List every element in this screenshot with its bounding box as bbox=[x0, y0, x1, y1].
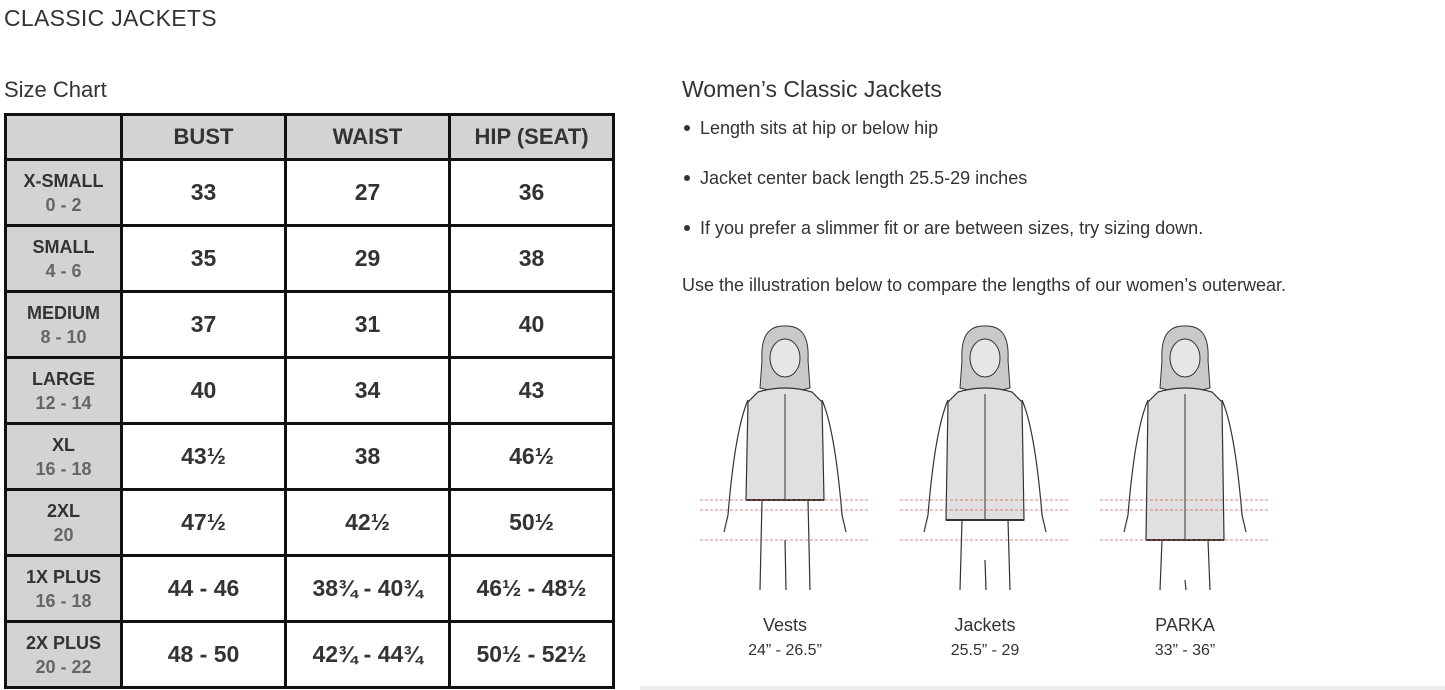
compare-text: Use the illustration below to compare the lengths of our women’s outerwear. bbox=[682, 275, 1286, 295]
figure-label: PARKA bbox=[1155, 615, 1215, 635]
hip-value: 38 bbox=[450, 226, 614, 292]
table-row bbox=[6, 292, 614, 358]
bust-value: 35 bbox=[122, 226, 286, 292]
waist-value: 27 bbox=[286, 160, 450, 226]
hip-value: 43 bbox=[450, 358, 614, 424]
size-range: 8 - 10 bbox=[40, 326, 87, 347]
waist-value: 38 bbox=[286, 424, 450, 490]
size-name: XL bbox=[51, 434, 75, 455]
size-name: MEDIUM bbox=[27, 302, 100, 323]
table-row bbox=[6, 556, 614, 622]
table-row bbox=[6, 226, 614, 292]
hip-value: 36 bbox=[450, 160, 614, 226]
waist-value: 34 bbox=[286, 358, 450, 424]
outerwear-illustrations bbox=[700, 320, 1280, 665]
size-chart-title: Size Chart bbox=[4, 77, 107, 102]
bust-value: 47½ bbox=[122, 490, 286, 556]
hip-value: 50½ bbox=[450, 490, 614, 556]
figure-vests bbox=[700, 320, 870, 665]
header-waist: WAIST bbox=[286, 115, 450, 160]
hip-value: 46½ bbox=[450, 424, 614, 490]
waist-value: 42¾ - 44¾ bbox=[286, 622, 450, 688]
bust-value: 33 bbox=[122, 160, 286, 226]
size-cell bbox=[6, 226, 122, 292]
size-name: 2XL bbox=[46, 500, 80, 521]
size-name: X-SMALL bbox=[23, 170, 104, 191]
size-name: SMALL bbox=[32, 236, 95, 257]
info-bullet: If you prefer a slimmer fit or are between sizes, try sizing down. bbox=[682, 216, 1203, 266]
face-shape bbox=[1170, 339, 1200, 377]
size-range: 16 - 18 bbox=[35, 590, 92, 611]
size-range: 16 - 18 bbox=[35, 458, 92, 479]
hip-value: 46½ - 48½ bbox=[450, 556, 614, 622]
header-empty bbox=[6, 115, 122, 160]
size-cell bbox=[6, 622, 122, 688]
figure-label: Vests bbox=[762, 615, 808, 635]
figure-range: 25.5” - 29 bbox=[950, 642, 1020, 659]
waist-value: 31 bbox=[286, 292, 450, 358]
bust-value: 43½ bbox=[122, 424, 286, 490]
size-cell bbox=[6, 424, 122, 490]
size-cell bbox=[6, 556, 122, 622]
size-range: 12 - 14 bbox=[35, 392, 92, 413]
face-shape bbox=[970, 339, 1000, 377]
table-row bbox=[6, 622, 614, 688]
size-range: 20 bbox=[53, 524, 74, 545]
info-bullet: Jacket center back length 25.5-29 inches bbox=[682, 166, 1203, 216]
bust-value: 37 bbox=[122, 292, 286, 358]
size-cell bbox=[6, 358, 122, 424]
waist-value: 29 bbox=[286, 226, 450, 292]
horizontal-scrollbar[interactable] bbox=[640, 686, 1445, 690]
bust-value: 44 - 46 bbox=[122, 556, 286, 622]
size-range: 20 - 22 bbox=[35, 656, 92, 677]
figure-jackets bbox=[900, 320, 1070, 665]
hip-value: 40 bbox=[450, 292, 614, 358]
size-cell bbox=[6, 160, 122, 226]
figure-range: 33” - 36” bbox=[1154, 642, 1216, 659]
header-bust: BUST bbox=[122, 115, 286, 160]
legs-shape bbox=[960, 520, 1010, 590]
hip-value: 50½ - 52½ bbox=[450, 622, 614, 688]
waist-value: 38¾ - 40¾ bbox=[286, 556, 450, 622]
waist-value: 42½ bbox=[286, 490, 450, 556]
page-title: CLASSIC JACKETS bbox=[4, 5, 217, 31]
legs-shape bbox=[760, 500, 810, 590]
size-cell bbox=[6, 490, 122, 556]
size-chart-table bbox=[4, 113, 615, 689]
size-cell bbox=[6, 292, 122, 358]
info-bullet: Length sits at hip or below hip bbox=[682, 116, 1203, 166]
table-row bbox=[6, 160, 614, 226]
size-chart-header-row bbox=[6, 115, 614, 160]
header-hip: HIP (SEAT) bbox=[450, 115, 614, 160]
size-range: 4 - 6 bbox=[45, 260, 82, 281]
figure-range: 24” - 26.5” bbox=[748, 642, 822, 659]
info-title: Women’s Classic Jackets bbox=[682, 76, 942, 102]
bust-value: 48 - 50 bbox=[122, 622, 286, 688]
size-name: 2X PLUS bbox=[25, 632, 102, 653]
table-row bbox=[6, 490, 614, 556]
size-name: LARGE bbox=[32, 368, 95, 389]
figure-parka bbox=[1100, 320, 1270, 665]
size-name: 1X PLUS bbox=[25, 566, 102, 587]
size-range: 0 - 2 bbox=[45, 194, 82, 215]
legs-shape bbox=[1160, 540, 1210, 590]
info-bullet-list bbox=[682, 116, 1203, 266]
table-row bbox=[6, 358, 614, 424]
bust-value: 40 bbox=[122, 358, 286, 424]
face-shape bbox=[770, 339, 800, 377]
figure-label: Jackets bbox=[954, 615, 1016, 635]
table-row bbox=[6, 424, 614, 490]
